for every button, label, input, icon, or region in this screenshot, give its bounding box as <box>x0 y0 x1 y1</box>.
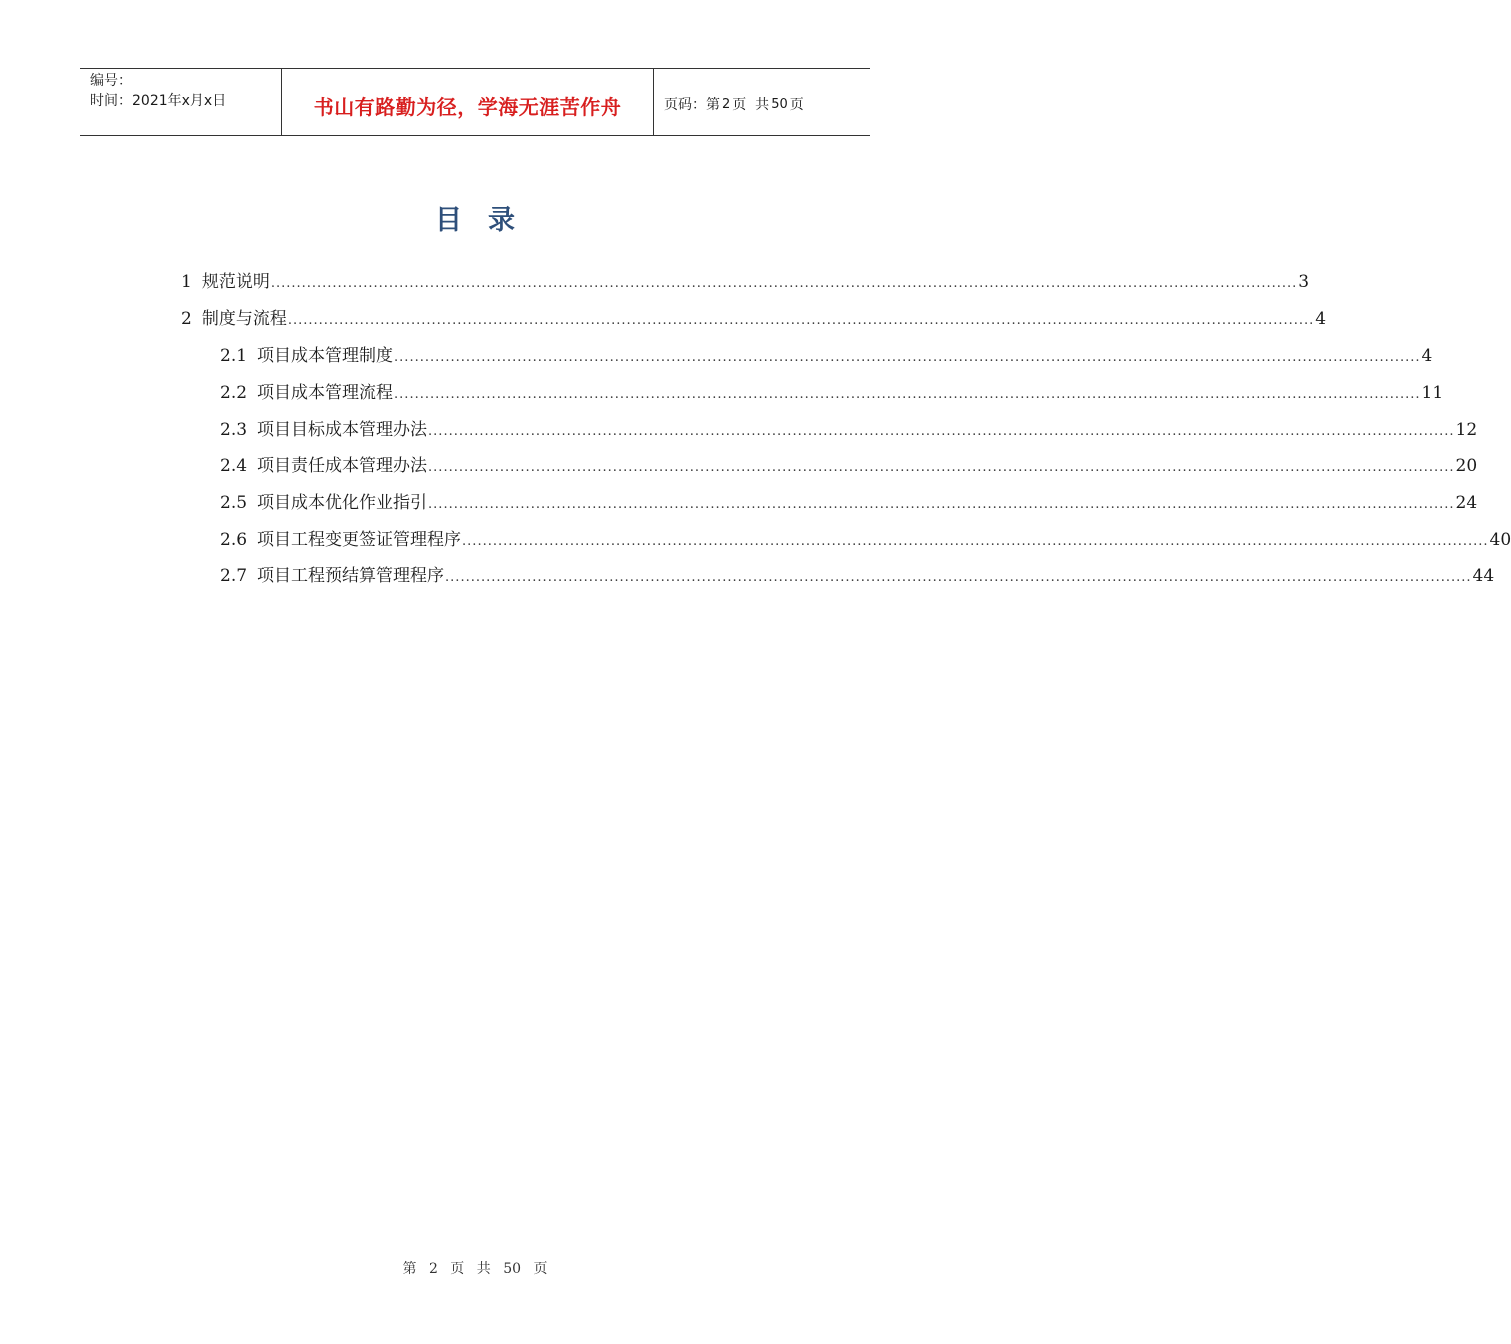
toc-leader-dots: ........................................................................................................................................................................................................ <box>462 534 1489 549</box>
toc-entry-number: 2 <box>181 309 192 329</box>
toc-entry-page: 11 <box>1421 383 1444 403</box>
toc-entry-2-6[interactable] <box>220 528 1511 552</box>
toc-leader-dots: ........................................................................................................................................................................................................ <box>270 276 1298 291</box>
page-label: 页码： <box>664 97 706 113</box>
toc-leader-dots: ........................................................................................................................................................................................................ <box>445 570 1472 585</box>
header-meta-cell <box>80 69 282 135</box>
page-suffix: 页 <box>789 97 804 113</box>
toc-entry-number: 2.4 <box>220 456 248 476</box>
toc-entry-number: 2.1 <box>220 346 248 366</box>
toc-leader-dots: ........................................................................................................................................................................................................ <box>394 350 1421 365</box>
toc-leader-dots: ........................................................................................................................................................................................................ <box>428 497 1455 512</box>
page-current: 2 <box>722 96 731 112</box>
toc-entry-page: 44 <box>1472 566 1495 586</box>
toc-entry-page: 4 <box>1315 309 1327 329</box>
toc-entry-number: 2.3 <box>220 420 248 440</box>
page-prefix: 第 <box>706 97 720 113</box>
toc-entry-title: 项目工程预结算管理程序 <box>257 566 445 586</box>
toc-entry-title: 项目目标成本管理办法 <box>257 420 428 440</box>
toc-title: 目录 <box>435 205 541 236</box>
toc-entry-number: 2.6 <box>220 530 248 550</box>
toc-entry-number: 1 <box>181 272 192 292</box>
toc-entry-number: 2.5 <box>220 493 248 513</box>
header-motto-cell <box>282 69 654 135</box>
toc-entry-number: 2.7 <box>220 566 248 586</box>
number-label: 编号： <box>90 73 132 89</box>
time-value: 2021年x月x日 <box>132 93 227 109</box>
toc-entry-2[interactable] <box>181 307 1327 331</box>
time-line <box>90 91 281 111</box>
toc-entry-2-5[interactable] <box>220 491 1478 515</box>
toc-entry-title: 项目成本管理流程 <box>257 383 394 403</box>
page-header <box>80 68 870 136</box>
toc-entry-2-2[interactable] <box>220 381 1444 405</box>
toc-leader-dots: ........................................................................................................................................................................................................ <box>287 313 1315 328</box>
toc-leader-dots: ........................................................................................................................................................................................................ <box>428 424 1455 439</box>
header-motto: 书山有路勤为径，学海无涯苦作舟 <box>313 94 622 119</box>
toc-entry-page: 3 <box>1298 272 1310 292</box>
toc-entry-title: 制度与流程 <box>201 309 287 329</box>
toc-leader-dots: ........................................................................................................................................................................................................ <box>428 460 1455 475</box>
toc-entry-page: 24 <box>1455 493 1478 513</box>
toc-entry-title: 项目成本优化作业指引 <box>257 493 428 513</box>
toc-entry-2-7[interactable] <box>220 564 1495 588</box>
toc-entry-page: 12 <box>1455 420 1478 440</box>
toc-entry-1[interactable] <box>181 270 1310 294</box>
toc-entry-title: 规范说明 <box>201 272 270 292</box>
page-footer: 第 2 页 共 50 页 <box>402 1261 548 1277</box>
toc-entry-2-3[interactable] <box>220 418 1478 442</box>
time-label: 时间： <box>90 93 132 109</box>
toc-entry-number: 2.2 <box>220 383 248 403</box>
page-total: 50 <box>771 96 788 112</box>
toc-entry-2-4[interactable] <box>220 454 1478 478</box>
toc-entry-title: 项目责任成本管理办法 <box>257 456 428 476</box>
toc-entry-page: 40 <box>1489 530 1511 550</box>
page-mid: 页 共 <box>732 97 770 113</box>
toc-entry-page: 20 <box>1455 456 1478 476</box>
toc-entry-title: 项目工程变更签证管理程序 <box>257 530 462 550</box>
toc-entry-page: 4 <box>1421 346 1433 366</box>
toc-entry-2-1[interactable] <box>220 344 1433 368</box>
header-page-cell <box>654 69 870 135</box>
toc-leader-dots: ........................................................................................................................................................................................................ <box>394 387 1421 402</box>
toc-entry-title: 项目成本管理制度 <box>257 346 394 366</box>
